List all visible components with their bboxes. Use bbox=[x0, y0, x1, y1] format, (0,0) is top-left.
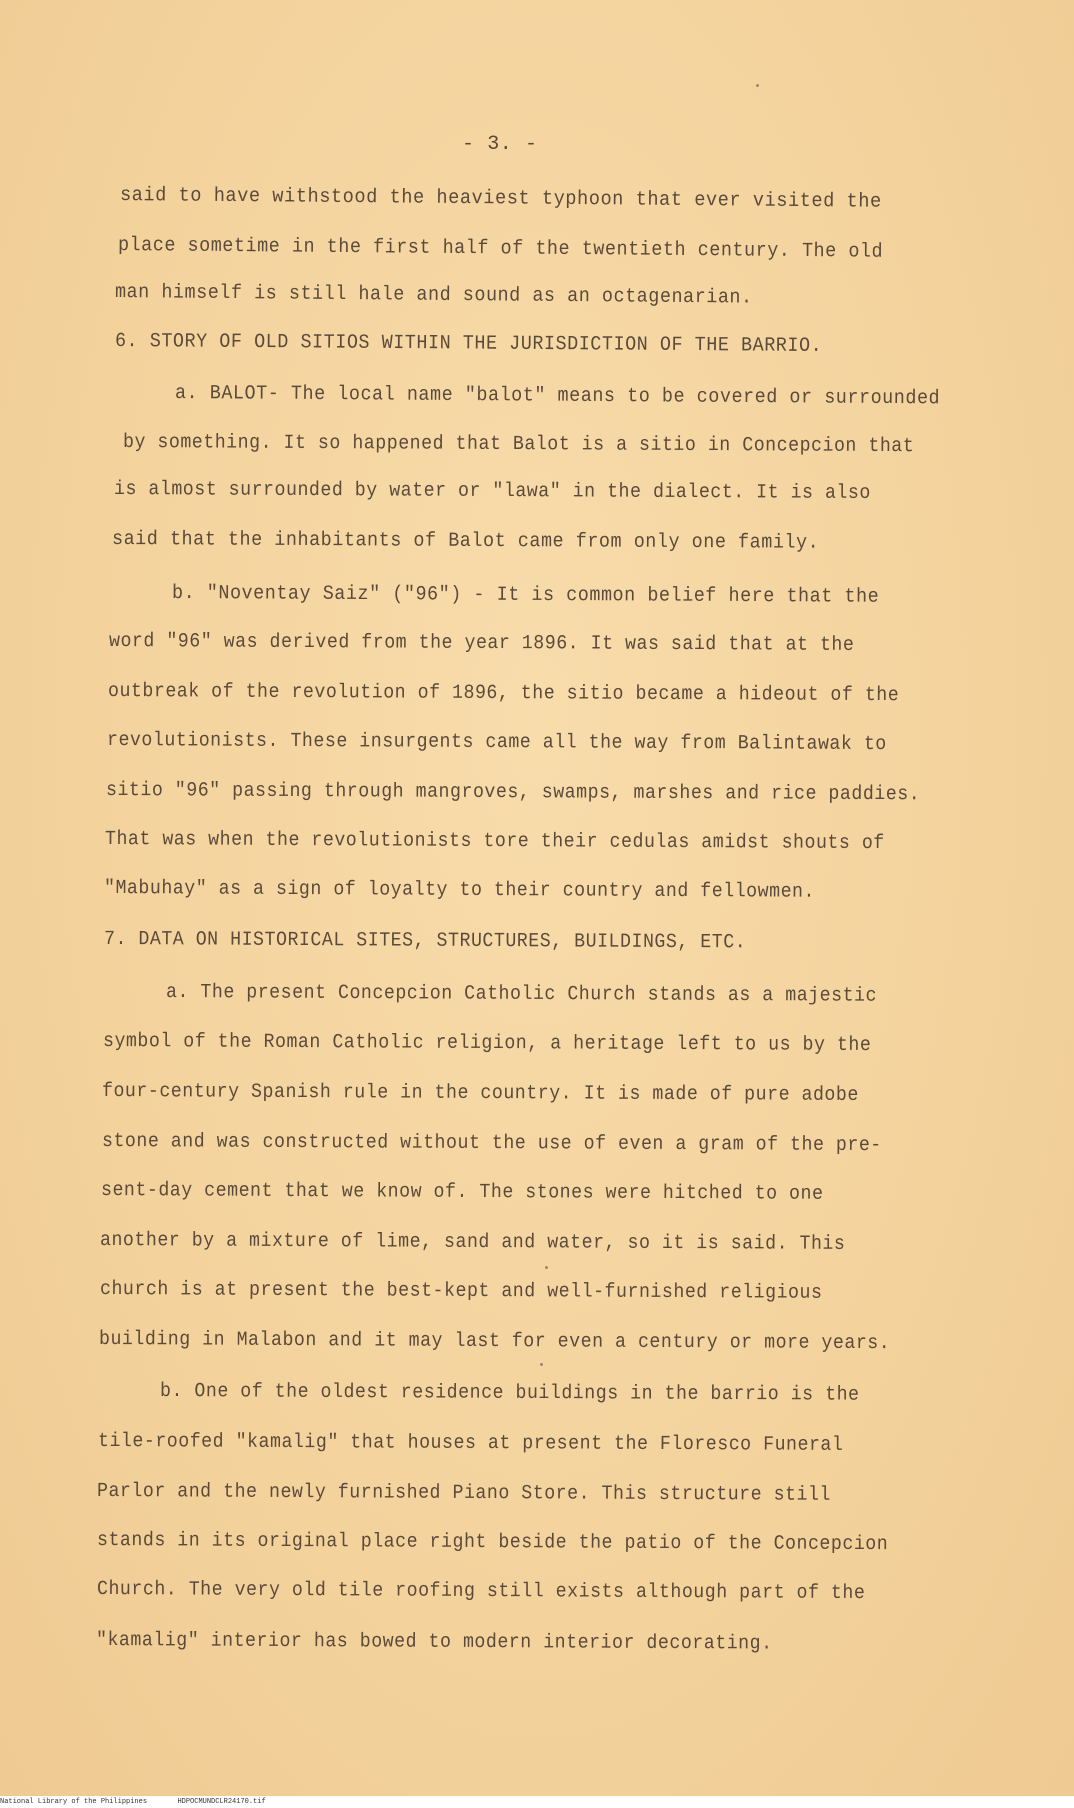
text-line: a. The present Concepcion Catholic Church stands as a majestic bbox=[165, 981, 878, 1008]
page-number: - 3. - bbox=[462, 133, 538, 156]
text-line: said that the inhabitants of Balot came from only one family. bbox=[111, 528, 820, 555]
library-credit: National Library of the Philippines bbox=[0, 1798, 148, 1806]
text-line: building in Malabon and it may last for even a century or more years. bbox=[98, 1328, 891, 1356]
text-line: church is at present the best-kept and well-furnished religious bbox=[99, 1278, 823, 1305]
text-line: That was when the revolutionists tore their cedulas amidst shouts of bbox=[104, 828, 885, 856]
file-id: HDPOCMUNDCLR24170.tif bbox=[177, 1798, 266, 1806]
text-line: a. BALOT- The local name "balot" means to be covered or surrounded bbox=[174, 382, 941, 411]
text-line: another by a mixture of lime, sand and water, so it is said. This bbox=[99, 1229, 846, 1256]
text-line: Church. The very old tile roofing still exists although part of the bbox=[96, 1578, 866, 1606]
text-line: outbreak of the revolution of 1896, the sitio became a hideout of the bbox=[107, 680, 900, 708]
text-line: "kamalig" interior has bowed to modern interior decorating. bbox=[95, 1629, 773, 1656]
text-line: sent-day cement that we know of. The stones were hitched to one bbox=[100, 1179, 824, 1206]
text-line: man himself is still hale and sound as an octagenarian. bbox=[114, 281, 753, 310]
text-line: place sometime in the first half of the twentieth century. The old bbox=[117, 234, 884, 264]
section-heading: 6. STORY OF OLD SITIOS WITHIN THE JURISDICTION OF THE BARRIO. bbox=[114, 330, 823, 358]
text-line: revolutionists. These insurgents came all the way from Balintawak to bbox=[106, 729, 887, 757]
section-heading: 7. DATA ON HISTORICAL SITES, STRUCTURES, BUILDINGS, ETC. bbox=[103, 928, 747, 955]
text-line: four-century Spanish rule in the country. It is made of pure adobe bbox=[101, 1080, 859, 1107]
text-line: stone and was constructed without the use of even a gram of the pre- bbox=[101, 1130, 882, 1158]
text-line: is almost surrounded by water or "lawa" in the dialect. It is also bbox=[113, 478, 871, 505]
paper-speck bbox=[540, 1363, 543, 1366]
text-line: b. One of the oldest residence buildings in the barrio is the bbox=[159, 1380, 860, 1407]
paper-speck bbox=[756, 84, 759, 87]
text-line: said to have withstood the heaviest typhoon that ever visited the bbox=[119, 184, 882, 214]
paper-speck bbox=[545, 1266, 548, 1269]
text-line: stands in its original place right beside the patio of the Concepcion bbox=[96, 1529, 889, 1557]
text-line: sitio "96" passing through mangroves, swamps, marshes and rice paddies. bbox=[105, 779, 921, 807]
text-line: b. "Noventay Saiz" ("96") - It is common belief here that the bbox=[171, 582, 880, 609]
text-line: Parlor and the newly furnished Piano Store. This structure still bbox=[96, 1480, 831, 1507]
text-line: by something. It so happened that Balot is a sitio in Concepcion that bbox=[122, 431, 915, 459]
text-line: symbol of the Roman Catholic religion, a heritage left to us by the bbox=[102, 1030, 872, 1058]
text-line: "Mabuhay" as a sign of loyalty to their country and fellowmen. bbox=[103, 877, 816, 904]
text-line: word "96" was derived from the year 1896. It was said that at the bbox=[108, 630, 855, 657]
text-line: tile-roofed "kamalig" that houses at present the Floresco Funeral bbox=[97, 1430, 844, 1457]
scan-footer bbox=[0, 1796, 1074, 1808]
